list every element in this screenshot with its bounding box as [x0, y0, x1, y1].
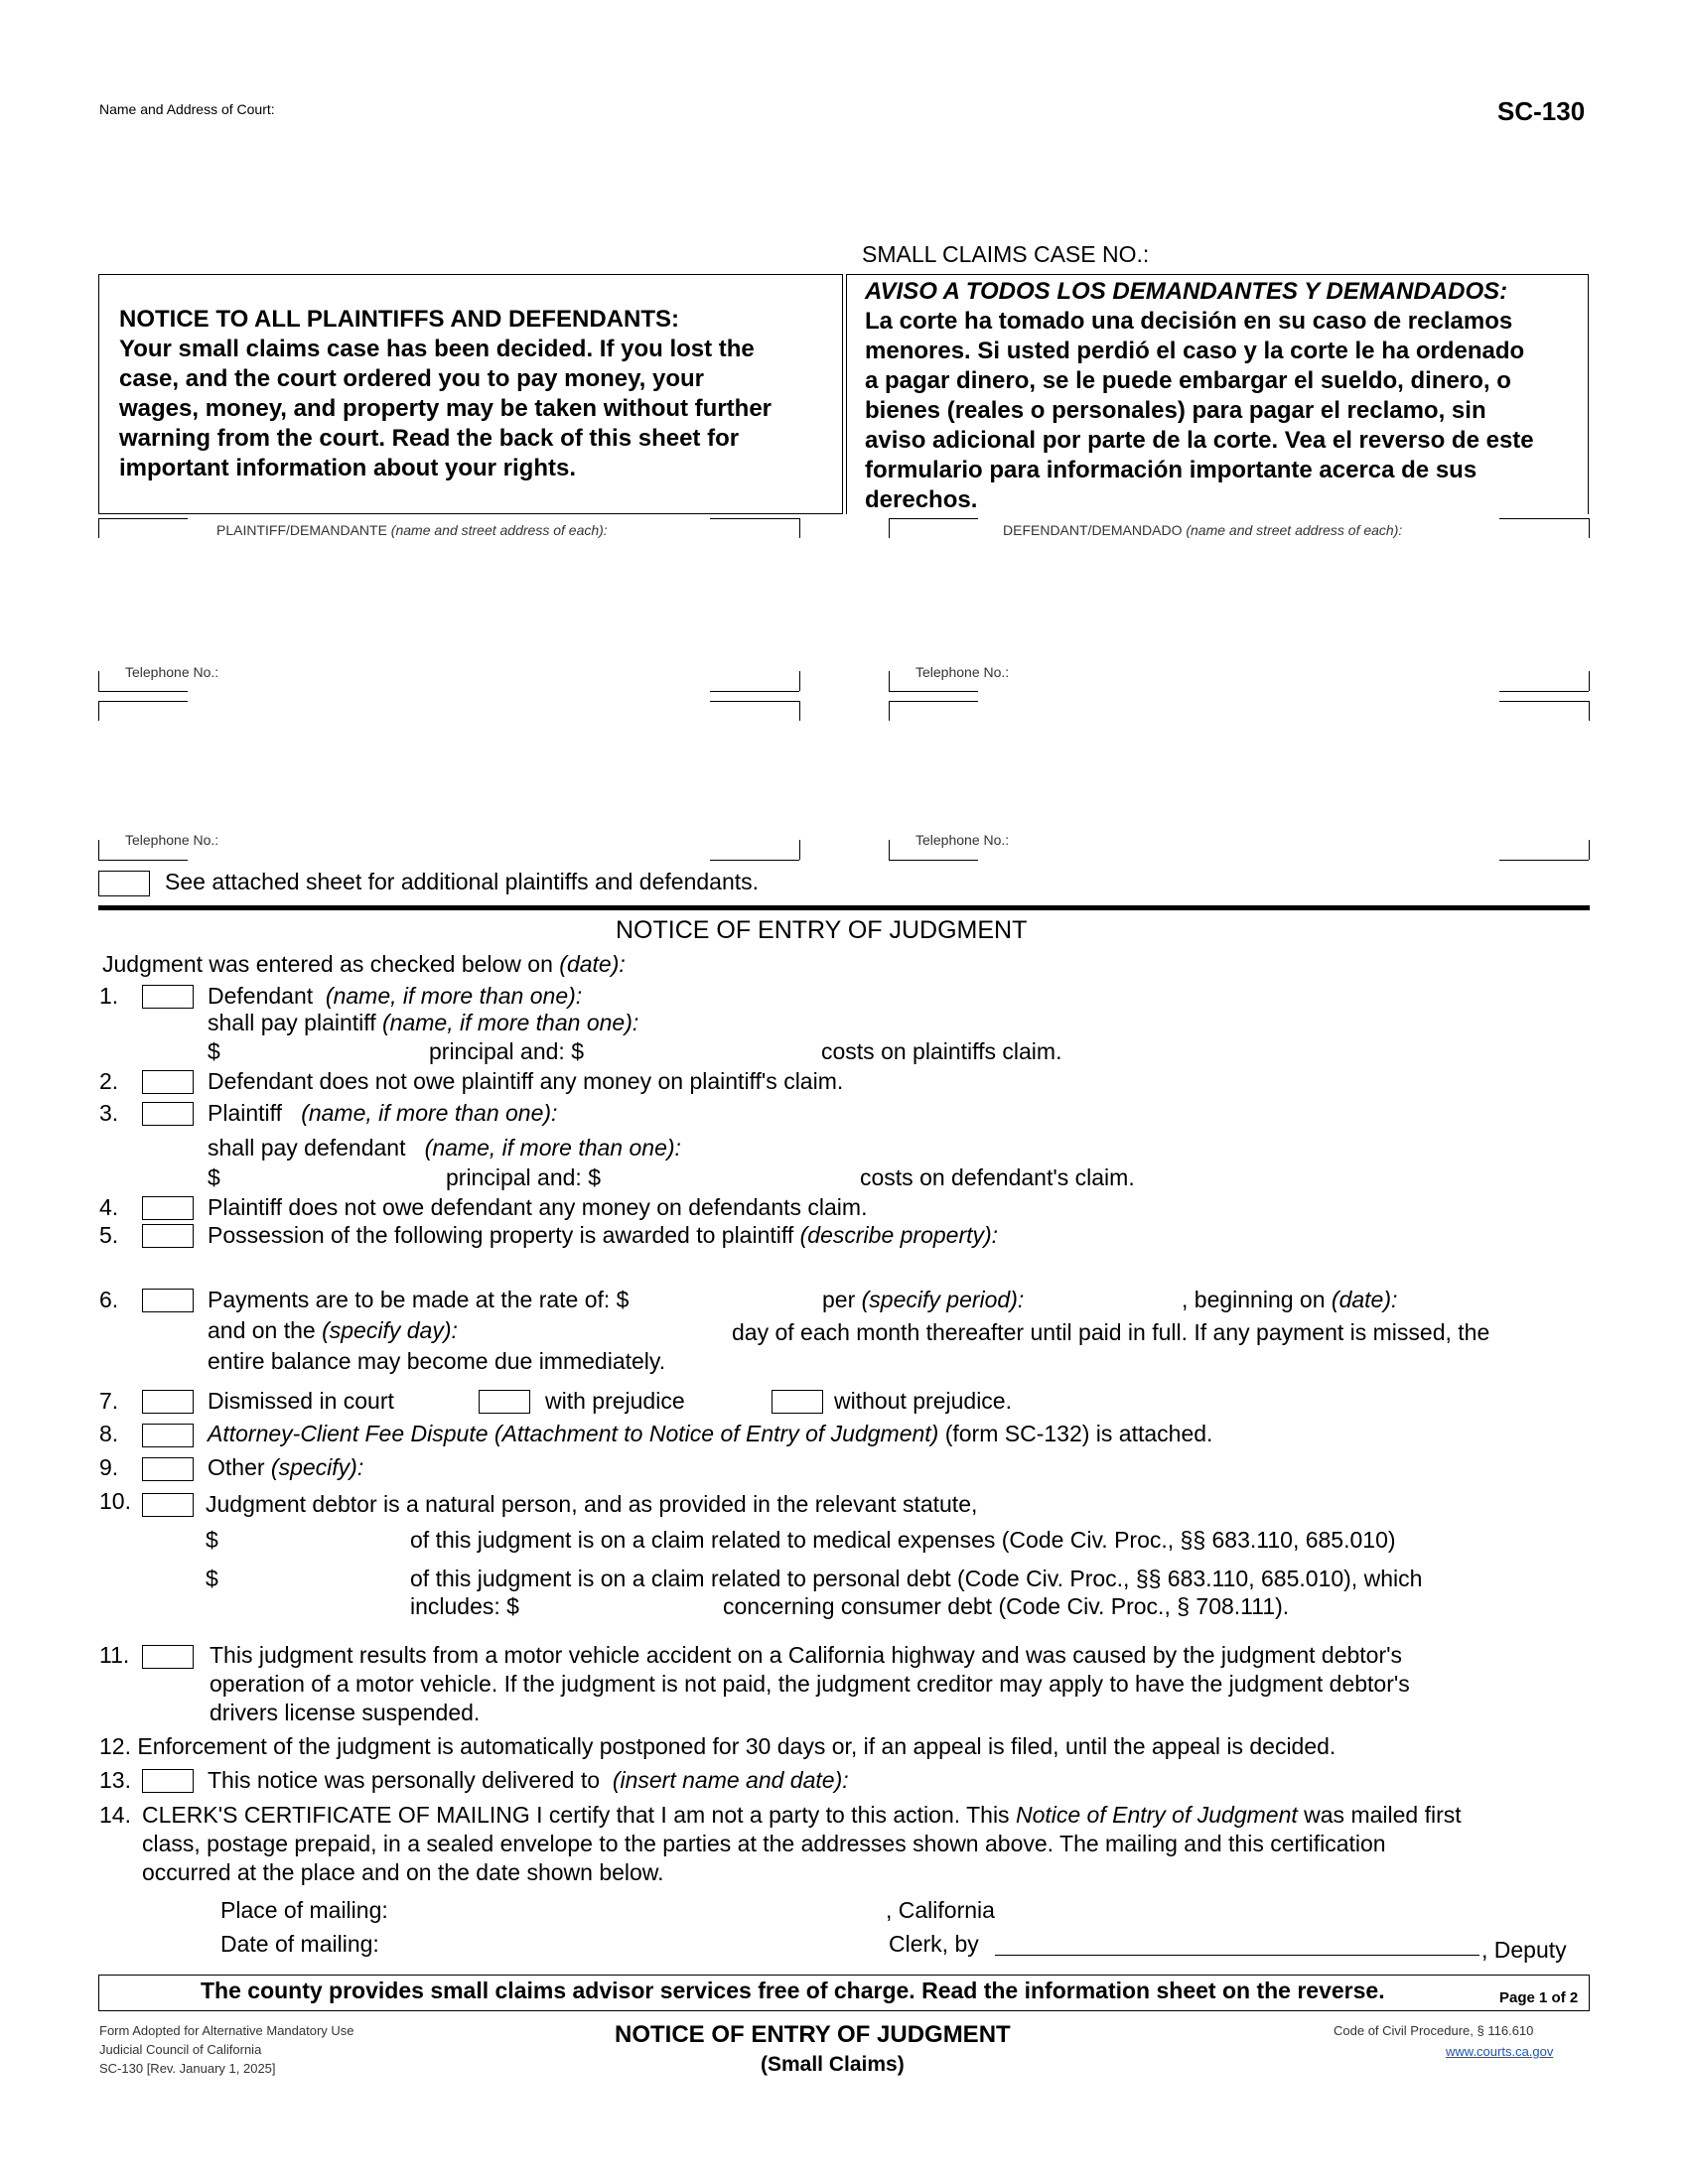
telephone-label: Telephone No.: — [915, 664, 1010, 680]
item-6-balance: entire balance may become due immediately. — [208, 1348, 666, 1374]
item-10-consumer: concerning consumer debt (Code Civ. Proc., § 708.111). — [723, 1593, 1290, 1619]
judicial-council: Judicial Council of California — [99, 2042, 262, 2057]
notice-english-line: important information about your rights. — [119, 455, 576, 481]
code-reference: Code of Civil Procedure, § 116.610 — [1334, 2023, 1534, 2038]
item-14-line1: CLERK'S CERTIFICATE OF MAILING I certify that I am not a party to this action. This Notice of Entry of Judgment was mailed first — [142, 1802, 1462, 1828]
item-1-dollar: $ — [208, 1038, 220, 1064]
item-number: 3. — [99, 1100, 119, 1126]
notice-spanish-box — [846, 274, 1589, 514]
item-3-line2: shall pay defendant (name, if more than one): — [208, 1135, 681, 1160]
item-11-line: operation of a motor vehicle. If the judgment is not paid, the judgment creditor may apply to have the judgment debtor's — [210, 1671, 1410, 1697]
notice-spanish-title: AVISO A TODOS LOS DEMANDANTES Y DEMANDADOS: — [865, 278, 1508, 305]
item-13-checkbox[interactable] — [142, 1769, 194, 1793]
item-number: 7. — [99, 1388, 119, 1414]
notice-english-box — [98, 274, 843, 514]
notice-spanish-line: bienes (reales o personales) para pagar el reclamo, sin — [865, 397, 1486, 424]
notice-english-title: NOTICE TO ALL PLAINTIFFS AND DEFENDANTS: — [119, 306, 679, 333]
item-3-checkbox[interactable] — [142, 1102, 194, 1126]
item-1-checkbox[interactable] — [142, 985, 194, 1009]
telephone-label: Telephone No.: — [125, 664, 219, 680]
section-divider — [98, 905, 1590, 910]
court-label: Name and Address of Court: — [99, 101, 275, 117]
item-10-personal: of this judgment is on a claim related to personal debt (Code Civ. Proc., §§ 683.110, 685.010), which — [410, 1566, 1423, 1591]
california-label: , California — [886, 1897, 995, 1923]
item-11-checkbox[interactable] — [142, 1645, 194, 1669]
telephone-label: Telephone No.: — [125, 832, 219, 848]
item-number: 4. — [99, 1194, 119, 1220]
item-number: 9. — [99, 1454, 119, 1480]
item-number: 2. — [99, 1068, 119, 1094]
item-6-per: per (specify period): — [822, 1287, 1025, 1312]
item-number: 13. — [99, 1767, 131, 1793]
website-link[interactable]: www.courts.ca.gov — [1446, 2044, 1554, 2059]
notice-spanish-line: La corte ha tomado una decisión en su caso de reclamos — [865, 308, 1513, 335]
item-number: 6. — [99, 1287, 119, 1312]
item-3-costs: costs on defendant's claim. — [860, 1164, 1135, 1190]
deputy-label: , Deputy — [1481, 1937, 1567, 1963]
page-number: Page 1 of 2 — [1499, 1989, 1579, 2006]
entered-line: Judgment was entered as checked below on (date): — [102, 951, 626, 977]
item-7-checkbox[interactable] — [142, 1390, 194, 1414]
clerk-by-label: Clerk, by — [889, 1931, 979, 1957]
date-of-mailing-label: Date of mailing: — [220, 1931, 379, 1957]
form-adopted: Form Adopted for Alternative Mandatory Use — [99, 2023, 354, 2038]
without-prejudice-checkbox[interactable] — [772, 1390, 823, 1414]
item-number: 14. — [99, 1802, 131, 1828]
judgment-heading: NOTICE OF ENTRY OF JUDGMENT — [616, 916, 1028, 944]
defendant-label: DEFENDANT/DEMANDADO (name and street address of each): — [1003, 522, 1403, 538]
plaintiff-label: PLAINTIFF/DEMANDANTE (name and street address of each): — [216, 522, 608, 538]
telephone-label: Telephone No.: — [915, 832, 1010, 848]
item-10-includes: includes: $ — [410, 1593, 519, 1619]
item-3-label: Plaintiff (name, if more than one): — [208, 1100, 558, 1126]
item-number: 10. — [99, 1488, 131, 1514]
case-no-label: SMALL CLAIMS CASE NO.: — [862, 241, 1150, 267]
notice-english-line: case, and the court ordered you to pay money, your — [119, 365, 705, 392]
item-5-checkbox[interactable] — [142, 1224, 194, 1248]
item-8-checkbox[interactable] — [142, 1424, 194, 1447]
item-1-line2: shall pay plaintiff (name, if more than one): — [208, 1010, 639, 1035]
item-8-text: Attorney-Client Fee Dispute (Attachment to Notice of Entry of Judgment) (form SC-132) is attached. — [208, 1421, 1213, 1446]
item-1-label: Defendant (name, if more than one): — [208, 983, 583, 1009]
item-10-medical: of this judgment is on a claim related to medical expenses (Code Civ. Proc., §§ 683.110, 685.010) — [410, 1527, 1396, 1553]
attached-sheet-label: See attached sheet for additional plaintiffs and defendants. — [165, 869, 760, 894]
item-3-dollar: $ — [208, 1164, 220, 1190]
item-14-line3: occurred at the place and on the date shown below. — [142, 1859, 664, 1885]
item-4-checkbox[interactable] — [142, 1196, 194, 1220]
notice-spanish-line: aviso adicional por parte de la corte. Vea el reverso de este — [865, 427, 1534, 454]
item-10-dollar: $ — [206, 1527, 218, 1553]
item-6-checkbox[interactable] — [142, 1289, 194, 1312]
notice-spanish-line: derechos. — [865, 486, 978, 513]
item-6-and-on: and on the (specify day): — [208, 1317, 458, 1343]
item-13-text: This notice was personally delivered to (insert name and date): — [208, 1767, 849, 1793]
notice-english-line: Your small claims case has been decided. If you lost the — [119, 336, 755, 362]
item-9-checkbox[interactable] — [142, 1457, 194, 1481]
item-12-text: 12. Enforcement of the judgment is automatically postponed for 30 days or, if an appeal is filed, until the appeal is decided. — [99, 1733, 1336, 1759]
without-prejudice-label: without prejudice. — [834, 1388, 1012, 1414]
with-prejudice-checkbox[interactable] — [479, 1390, 530, 1414]
with-prejudice-label: with prejudice — [545, 1388, 685, 1414]
item-11-line: drivers license suspended. — [210, 1700, 481, 1725]
clerk-signature-line[interactable] — [995, 1955, 1479, 1956]
footer-subtitle: (Small Claims) — [761, 2053, 905, 2076]
place-of-mailing-label: Place of mailing: — [220, 1897, 388, 1923]
item-4-text: Plaintiff does not owe defendant any money on defendants claim. — [208, 1194, 868, 1220]
item-2-text: Defendant does not owe plaintiff any money on plaintiff's claim. — [208, 1068, 844, 1094]
item-1-costs: costs on plaintiffs claim. — [821, 1038, 1062, 1064]
item-10-checkbox[interactable] — [142, 1493, 194, 1517]
item-number: 11. — [99, 1642, 130, 1668]
advisor-text: The county provides small claims advisor services free of charge. Read the information sheet on the reverse. — [201, 1978, 1385, 2003]
item-2-checkbox[interactable] — [142, 1070, 194, 1094]
item-3-principal: principal and: $ — [446, 1164, 601, 1190]
item-11-line: This judgment results from a motor vehicle accident on a California highway and was caused by the judgment debtor's — [210, 1642, 1403, 1668]
footer-title: NOTICE OF ENTRY OF JUDGMENT — [615, 2021, 1011, 2048]
item-1-principal: principal and: $ — [429, 1038, 584, 1064]
item-10-dollar: $ — [206, 1566, 218, 1591]
attached-sheet-checkbox[interactable] — [98, 871, 150, 896]
item-14-line2: class, postage prepaid, in a sealed envelope to the parties at the addresses shown above. The mailing and this certification — [142, 1831, 1386, 1856]
notice-spanish-line: formulario para información importante acerca de sus — [865, 457, 1477, 483]
item-6-day-text: day of each month thereafter until paid in full. If any payment is missed, the — [732, 1319, 1490, 1345]
item-number: 1. — [99, 983, 119, 1009]
item-6-beginning: , beginning on (date): — [1182, 1287, 1398, 1312]
form-number: SC-130 — [1497, 96, 1586, 126]
item-10-text: Judgment debtor is a natural person, and as provided in the relevant statute, — [206, 1491, 978, 1517]
item-number: 5. — [99, 1222, 119, 1248]
item-6-rate: Payments are to be made at the rate of: $ — [208, 1287, 630, 1312]
notice-spanish-line: a pagar dinero, se le puede embargar el sueldo, dinero, o — [865, 367, 1511, 394]
item-9-label: Other (specify): — [208, 1454, 364, 1480]
item-5-text: Possession of the following property is awarded to plaintiff (describe property): — [208, 1222, 999, 1248]
form-revision: SC-130 [Rev. January 1, 2025] — [99, 2061, 276, 2076]
advisor-box — [98, 1975, 1590, 2011]
item-7-dismissed: Dismissed in court — [208, 1388, 394, 1414]
notice-english-line: warning from the court. Read the back of this sheet for — [119, 425, 740, 452]
notice-english-line: wages, money, and property may be taken without further — [119, 395, 773, 422]
item-number: 8. — [99, 1421, 119, 1446]
notice-spanish-line: menores. Si usted perdió el caso y la corte le ha ordenado — [865, 338, 1525, 364]
